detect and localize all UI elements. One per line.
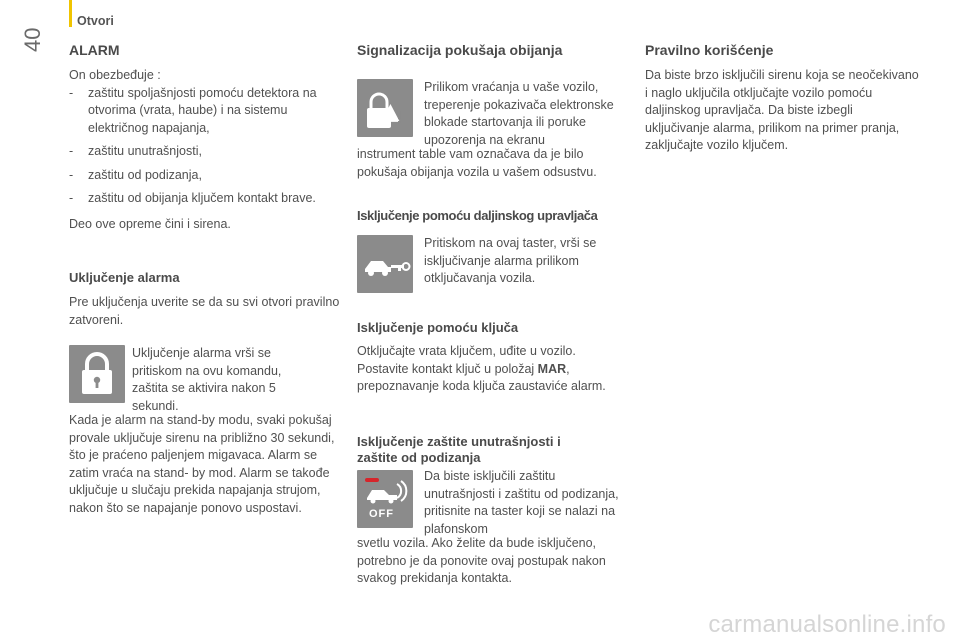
remote-section [357, 208, 632, 224]
remote-text: Pritiskom na ovaj taster, vrši se isključivanje alarma prilikom otključavanja vozila. [424, 236, 597, 285]
car-key-unlock-icon [357, 235, 413, 293]
list-dash: - [69, 85, 74, 100]
list-dash: - [69, 191, 74, 205]
signal-text-below: instrument table vam označava da je bilo pokušaja obijanja vozila u vašem odsustvu. [357, 147, 597, 179]
list-item [69, 190, 341, 208]
right-column [645, 42, 920, 155]
protection-list [69, 85, 341, 208]
list-item [69, 143, 341, 161]
interior-section [357, 434, 627, 466]
activation-section [69, 270, 341, 329]
interior-title-line2: zaštite od podizanja [357, 450, 481, 465]
alarm-intro: On obezbeđuje : [69, 68, 161, 82]
interior-text-beside: Da biste isključili zaštitu unutrašnjosti i zaštitu od podizanja, pritisnite na taster koji se nalazi na plafonskom [424, 469, 619, 536]
interior-title-line1: Isključenje zaštite unutrašnjosti i [357, 434, 561, 449]
alarm-title: ALARM [69, 42, 120, 58]
page-number: 40 [20, 27, 45, 52]
list-item-text: zaštitu unutrašnjosti, [88, 144, 202, 158]
signal-text-beside: Prilikom vraćanja u vaše vozilo, treperenje pokazivača elektronske blokade startovanja ili poruke upozorenja na ekranu [424, 80, 614, 147]
interior-icon-label: OFF [369, 508, 394, 520]
key-text [357, 343, 625, 396]
activation-text-below: Kada je alarm na stand-by modu, svaki pokušaj provale uključuje sirenu na približno 30 sekundi, što je praćeno paljenjem migavaca. Alarm se zatim vraća na stand- by mod. Alarm se takođe uključuje u slučaju prekida napajanja strujom, nakon što se napajanje ponovo uspostavi. [69, 413, 335, 515]
key-text-before: Otključajte vrata ključem, uđite u vozilo. Postavite kontakt ključ u položaj [357, 344, 576, 376]
signal-section [357, 42, 627, 59]
watermark: carmanualsonline.info [708, 611, 946, 638]
lock-icon [69, 345, 125, 403]
activation-title: Uključenje alarma [69, 270, 180, 285]
siren-note: Deo ove opreme čini i sirena. [69, 216, 231, 231]
list-dash: - [69, 167, 74, 182]
key-text-after: , prepoznavanje koda ključa zaustaviće alarm. [357, 361, 606, 393]
list-item-text: zaštitu spoljašnjosti pomoću detektora na otvorima (vrata, haube) i na sistemu električnog napajanja, [88, 85, 317, 135]
section-accent-bar [69, 0, 72, 27]
activation-intro: Pre uključenja uverite se da su svi otvori pravilno zatvoreni. [69, 295, 340, 327]
key-section [357, 320, 625, 396]
list-item [69, 167, 341, 185]
use-title: Pravilno korišćenje [645, 42, 774, 58]
activation-text-beside: Uključenje alarma vrši se pritiskom na ovu komandu, zaštita se aktivira nakon 5 sekundi. [132, 346, 282, 413]
list-item [69, 85, 341, 138]
key-title: Isključenje pomoću ključa [357, 320, 519, 335]
list-item-text: zaštitu od obijanja ključem kontakt brave. [88, 191, 316, 205]
interior-text-below: svetlu vozila. Ako želite da bude isključeno, potrebno je da ponovite ovaj postupak nakon svakog prekidanja kontakta. [357, 536, 606, 585]
interior-protection-off-icon [357, 470, 413, 528]
list-dash: - [69, 144, 74, 158]
alarm-warning-lock-icon [357, 79, 413, 137]
left-column [69, 42, 341, 233]
use-text: Da biste brzo isključili sirenu koja se neočekivano i naglo uključila otključajte vozilo pomoću daljinskog upravljača. Da biste izbegli uključivanje alarma, prilikom na primer pranja, zaključajte vozilo ključem. [645, 68, 919, 152]
key-text-bold: MAR [537, 361, 567, 376]
signal-title: Signalizacija pokušaja obijanja [357, 42, 563, 58]
section-title: Otvori [77, 14, 114, 28]
remote-title: Isključenje pomoću daljinskog upravljača [357, 208, 598, 223]
list-item-text: zaštitu od podizanja, [88, 167, 202, 182]
interior-title [357, 434, 627, 466]
